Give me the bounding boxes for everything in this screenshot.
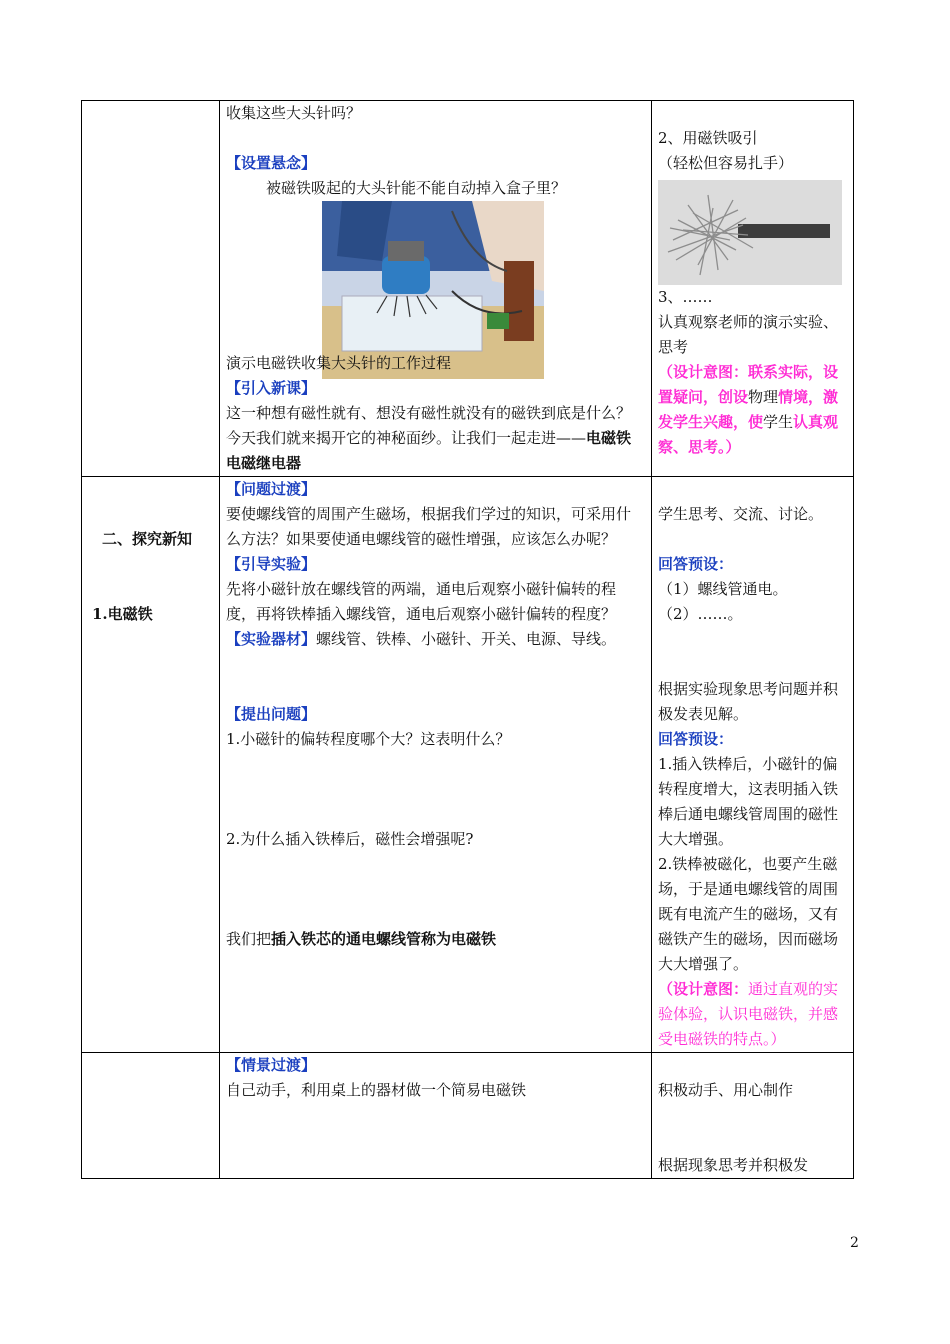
- text-line: 收集这些大头针吗？: [226, 104, 362, 122]
- observe-text: 认真观察老师的演示实验、思考: [658, 313, 839, 356]
- question-1: 1.小磁针的偏转程度哪个大？这表明什么？: [226, 730, 511, 748]
- scene-text: 自己动手，利用桌上的器材做一个简易电磁铁: [226, 1081, 527, 1099]
- photo-caption: 演示电磁铁收集大头针的工作过程: [226, 354, 452, 372]
- answer-b2: 2.铁棒被磁化，也要产生磁场，于是通电螺线管的周围既有电流产生的磁场，又有磁铁产生的磁场，因而磁场大大增强了。: [658, 855, 839, 973]
- intro-label: 【引入新课】: [226, 379, 317, 397]
- table-row: [82, 1053, 854, 1179]
- design-intent-part: （设计意图：联系实际，设置疑问，创设: [658, 363, 839, 406]
- teacher-activity-cell: [220, 1053, 652, 1179]
- section-title: 二、探究新知: [102, 530, 193, 548]
- intro-body: 这一种想有磁性就有、想没有磁性就没有的磁铁到底是什么？今天我们就来揭开它的神秘面纱。让我们一起走进——: [226, 404, 632, 447]
- design-intent: [658, 977, 847, 1052]
- stage-cell: [82, 1053, 220, 1179]
- design-intent-part: 通过直观的实验体验，认识电磁铁，并感受电磁铁的特点。）: [658, 980, 839, 1048]
- answer-label: 回答预设：: [658, 555, 734, 573]
- student-activity-cell: [652, 1053, 854, 1179]
- equipment-label: 【实验器材】: [226, 630, 317, 648]
- question-2: 2.为什么插入铁棒后，磁性会增强呢?: [226, 830, 474, 848]
- table-row: [82, 477, 854, 1053]
- design-intent-part: （设计意图：: [658, 980, 749, 998]
- conclusion: [226, 927, 645, 952]
- think-text: 根据实验现象思考问题并积极发表见解。: [658, 680, 839, 723]
- transition-text: 要使螺线管的周围产生磁场，根据我们学过的知识，可采用什么方法？如果要使通电螺线管的磁性增强，应该怎么办呢？: [226, 505, 632, 548]
- subsection-title: 1.电磁铁: [92, 605, 153, 623]
- stage-cell: [82, 101, 220, 477]
- answer-2: （2）……。: [658, 605, 743, 623]
- student-activity-cell: [652, 477, 854, 1053]
- teacher-activity-cell: [220, 101, 652, 477]
- intro-text: [226, 401, 645, 476]
- student-activity-cell: [652, 101, 854, 477]
- lesson-plan-table: [81, 100, 854, 1179]
- answer-label: 回答预设：: [658, 730, 734, 748]
- method-2: 2、用磁铁吸引: [658, 129, 758, 147]
- answer-1: （1）螺线管通电。: [658, 580, 788, 598]
- design-intent-part: 学生: [763, 413, 794, 431]
- method-2-note: （轻松但容易扎手）: [658, 154, 794, 172]
- conclusion-bold: 插入铁芯的通电螺线管称为电磁铁: [271, 930, 497, 948]
- design-intent-part: 认真观察、思考。）: [658, 413, 839, 456]
- design-intent-part: 情境，激发学生兴趣，使: [658, 388, 839, 431]
- guide-text: 先将小磁针放在螺线管的两端，通电后观察小磁针偏转的程度，再将铁棒插入螺线管，通电后观察小磁针偏转的程度？: [226, 580, 617, 623]
- suspense-text: 被磁铁吸起的大头针能不能自动掉入盒子里？: [266, 179, 567, 197]
- conclusion-pre: 我们把: [226, 930, 272, 948]
- stage-cell: [82, 477, 220, 1053]
- discuss-text: 学生思考、交流、讨论。: [658, 505, 824, 523]
- intro-bold: 电磁铁 电磁继电器: [226, 429, 632, 472]
- transition-label: 【问题过渡】: [226, 480, 317, 498]
- teacher-activity-cell: [220, 477, 652, 1053]
- method-3: 3、……: [658, 288, 713, 306]
- suspense-label: 【设置悬念】: [226, 154, 317, 172]
- page-number: 2: [850, 1235, 859, 1251]
- magnet-pins-photo: [658, 180, 842, 285]
- table-row: [82, 101, 854, 477]
- act-text: 积极动手、用心制作: [658, 1081, 794, 1099]
- answer-b1: 1.插入铁棒后，小磁针的偏转程度增大，这表明插入铁棒后通电螺线管周围的磁性大大增强。: [658, 755, 839, 848]
- equipment-line: [226, 627, 645, 652]
- ask-label: 【提出问题】: [226, 705, 317, 723]
- scene-label: 【情景过渡】: [226, 1056, 317, 1074]
- guide-label: 【引导实验】: [226, 555, 317, 573]
- think-text: 根据现象思考并积极发: [658, 1156, 809, 1174]
- design-intent: [658, 360, 847, 460]
- equipment-text: 螺线管、铁棒、小磁针、开关、电源、导线。: [316, 630, 617, 648]
- design-intent-part: 物理: [748, 388, 779, 406]
